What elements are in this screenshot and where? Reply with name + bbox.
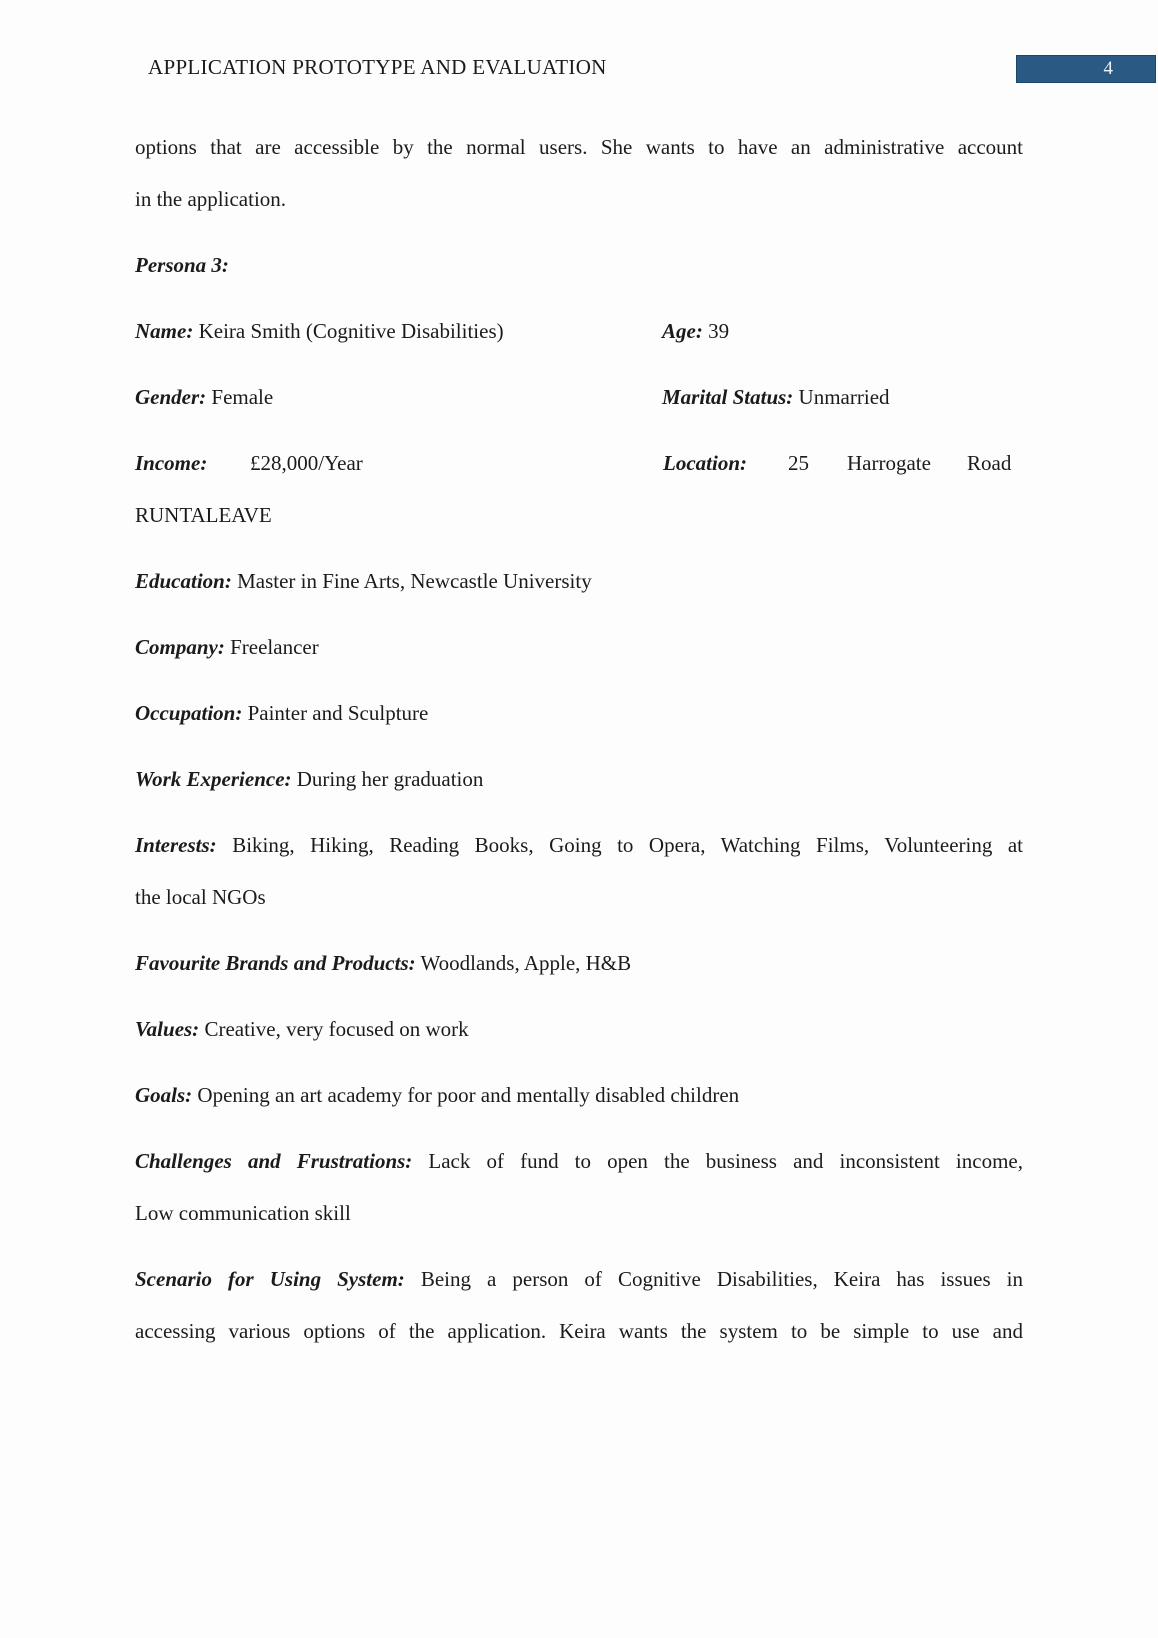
field-values bbox=[135, 1003, 1023, 1055]
location-continuation: RUNTALEAVE bbox=[135, 503, 272, 527]
education-value: Master in Fine Arts, Newcastle University bbox=[237, 569, 592, 593]
income-value: £28,000/Year bbox=[250, 451, 363, 475]
document-header-title: APPLICATION PROTOTYPE AND EVALUATION bbox=[148, 55, 607, 79]
work-experience-value: During her graduation bbox=[296, 767, 484, 791]
field-income-location bbox=[135, 437, 1023, 541]
page-number: 4 bbox=[1103, 58, 1113, 79]
field-company bbox=[135, 621, 1023, 673]
document-body bbox=[135, 121, 1023, 1371]
occupation-value: Painter and Sculpture bbox=[247, 701, 429, 725]
challenges-label: Challenges and Frustrations: bbox=[135, 1149, 413, 1173]
gender-label: Gender: bbox=[135, 385, 207, 409]
persona-heading bbox=[135, 239, 1023, 291]
work-experience-label: Work Experience: bbox=[135, 767, 292, 791]
age-field bbox=[662, 305, 729, 357]
scenario-value-line-2: accessing various options of the application. Keira wants the system to be simple to use and bbox=[135, 1319, 1023, 1343]
field-occupation bbox=[135, 687, 1023, 739]
values-label: Values: bbox=[135, 1017, 200, 1041]
favourite-brands-value: Woodlands, Apple, H&B bbox=[420, 951, 632, 975]
field-interests bbox=[135, 819, 1023, 923]
field-work-experience bbox=[135, 753, 1023, 805]
marital-status-label: Marital Status: bbox=[662, 385, 794, 409]
location-label: Location: bbox=[663, 451, 747, 475]
field-gender-marital bbox=[135, 371, 1023, 423]
field-favourite-brands bbox=[135, 937, 1023, 989]
persona-heading-label: Persona 3: bbox=[135, 253, 229, 277]
challenges-value-line-2: Low communication skill bbox=[135, 1201, 351, 1225]
field-challenges bbox=[135, 1135, 1023, 1239]
location-value-part-1: 25 bbox=[788, 451, 809, 475]
interests-label: Interests: bbox=[135, 833, 217, 857]
scenario-label: Scenario for Using System: bbox=[135, 1267, 405, 1291]
field-goals bbox=[135, 1069, 1023, 1121]
page-number-box bbox=[1016, 55, 1156, 83]
gender-value: Female bbox=[211, 385, 274, 409]
interests-value-line-1: Biking, Hiking, Reading Books, Going to Opera, Watching Films, Volunteering at bbox=[232, 833, 1023, 857]
values-value: Creative, very focused on work bbox=[204, 1017, 469, 1041]
marital-status-value: Unmarried bbox=[798, 385, 890, 409]
age-value: 39 bbox=[708, 319, 730, 343]
field-scenario bbox=[135, 1253, 1023, 1357]
occupation-label: Occupation: bbox=[135, 701, 243, 725]
marital-status-field bbox=[662, 371, 890, 423]
document-header bbox=[0, 52, 1158, 86]
age-label: Age: bbox=[662, 319, 703, 343]
goals-label: Goals: bbox=[135, 1083, 193, 1107]
company-label: Company: bbox=[135, 635, 225, 659]
interests-value-line-2: the local NGOs bbox=[135, 885, 266, 909]
intro-paragraph bbox=[135, 121, 1023, 225]
field-name-age bbox=[135, 305, 1023, 357]
location-value-part-2: Harrogate bbox=[847, 451, 931, 475]
education-label: Education: bbox=[135, 569, 232, 593]
field-education bbox=[135, 555, 1023, 607]
intro-line-1: options that are accessible by the normal users. She wants to have an administrative account bbox=[135, 135, 1023, 159]
name-value: Keira Smith (Cognitive Disabilities) bbox=[198, 319, 504, 343]
company-value: Freelancer bbox=[230, 635, 319, 659]
scenario-value-line-1: Being a person of Cognitive Disabilities, Keira has issues in bbox=[420, 1267, 1024, 1291]
name-label: Name: bbox=[135, 319, 194, 343]
intro-line-2: in the application. bbox=[135, 187, 287, 211]
goals-value: Opening an art academy for poor and mentally disabled children bbox=[197, 1083, 740, 1107]
favourite-brands-label: Favourite Brands and Products: bbox=[135, 951, 416, 975]
challenges-value-line-1: Lack of fund to open the business and inconsistent income, bbox=[428, 1149, 1023, 1173]
location-value-part-3: Road bbox=[967, 451, 1012, 475]
income-label: Income: bbox=[135, 451, 208, 475]
